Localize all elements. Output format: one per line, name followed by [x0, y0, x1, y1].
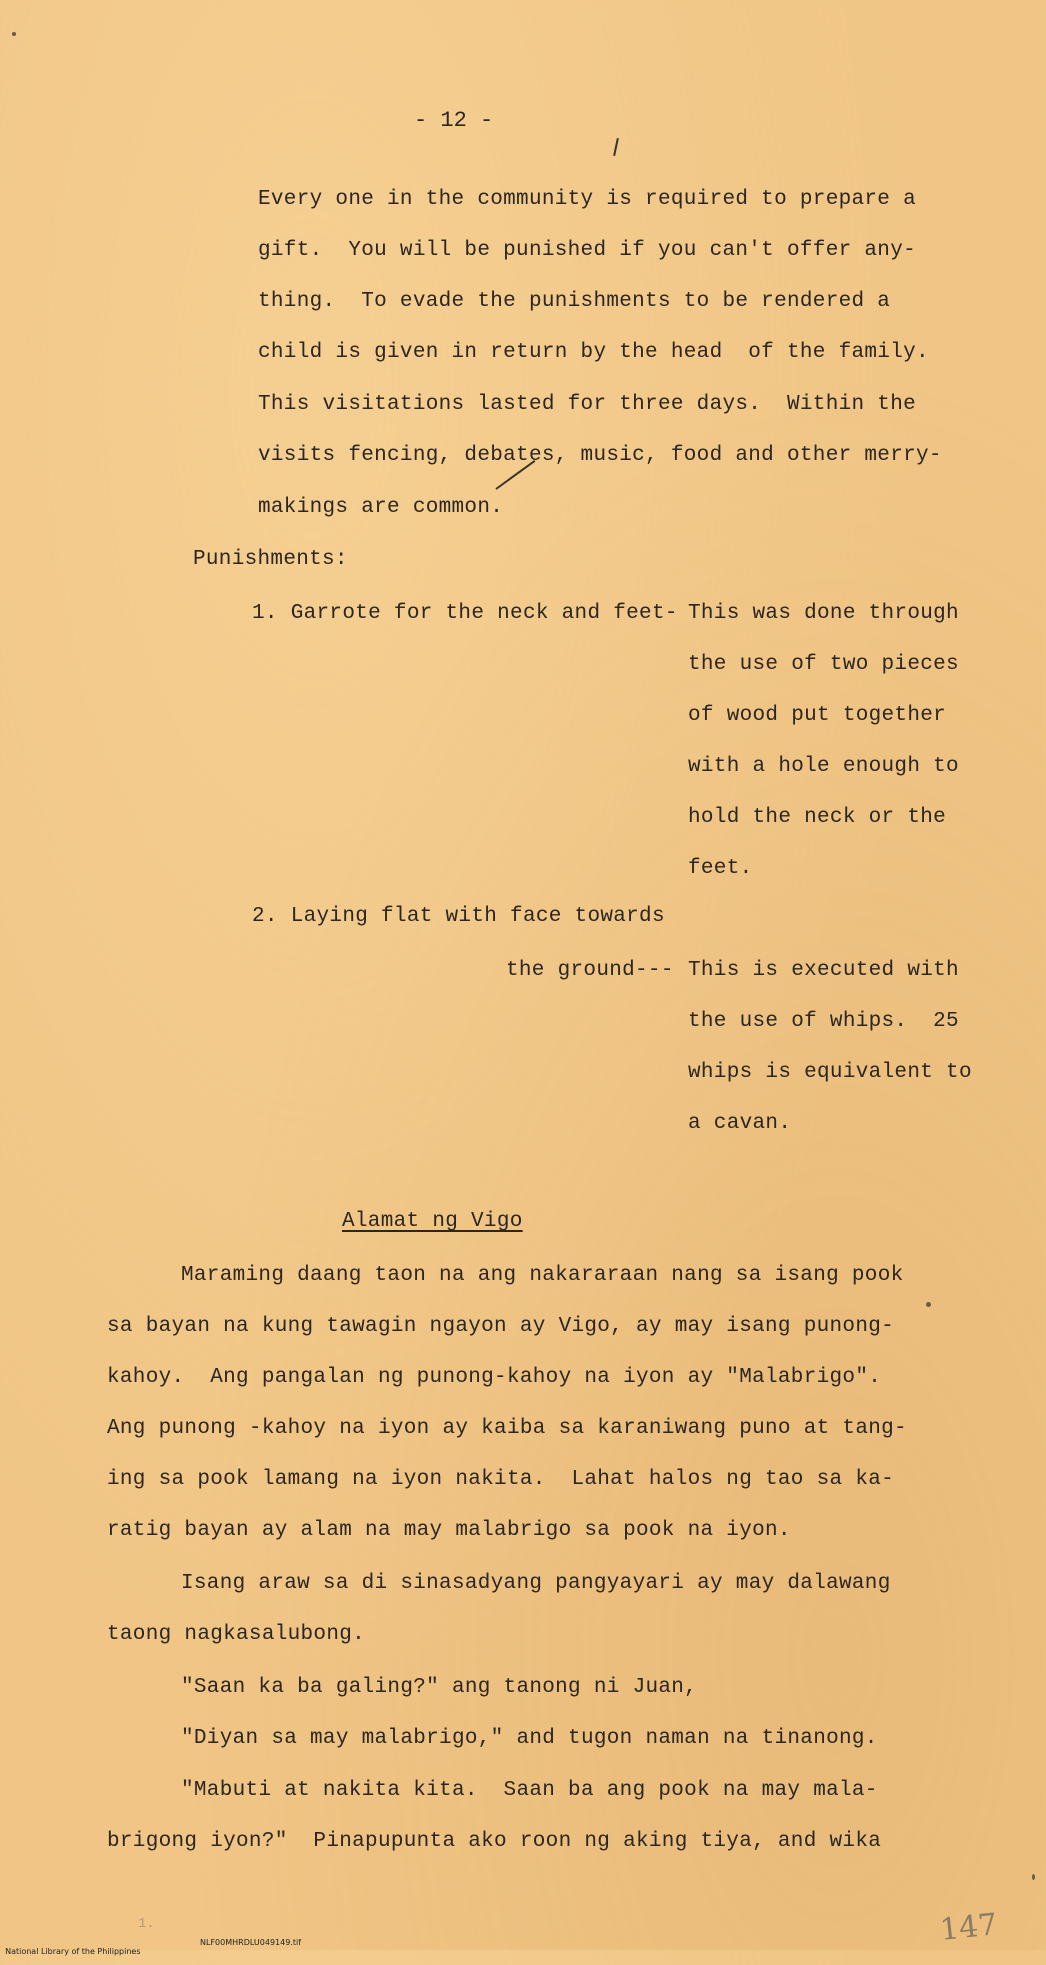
text-line: "Mabuti at nakita kita. Saan ba ang pook na may mala- — [181, 1779, 878, 1802]
text-line: kahoy. Ang pangalan ng punong-kahoy na iyon ay "Malabrigo". — [107, 1366, 882, 1389]
text-line: Every one in the community is required to prepare a — [258, 188, 917, 211]
text-line: gift. You will be punished if you can't offer any- — [258, 239, 917, 262]
library-name: National Library of the Philippines — [5, 1947, 141, 1956]
punishment-desc-line: feet. — [688, 857, 753, 880]
faint-stamp-text: 1. — [138, 1916, 155, 1932]
punishment-desc-line: the use of whips. 25 — [688, 1010, 959, 1033]
punishment-desc-line: with a hole enough to — [688, 755, 959, 778]
handwritten-page-number: 147 — [938, 1907, 999, 1948]
punishment-item-label: 1. Garrote for the neck and feet- — [252, 602, 678, 625]
file-id: NLF00MHRDLU049149.tif — [200, 1938, 302, 1947]
text-line: "Saan ka ba galing?" ang tanong ni Juan, — [181, 1676, 698, 1699]
punishment-desc-line: This is executed with — [688, 959, 959, 982]
section-heading: Punishments: — [193, 548, 348, 571]
paper-speck — [1032, 1874, 1035, 1880]
archive-footer — [0, 1938, 302, 1965]
text-line: ing sa pook lamang na iyon nakita. Lahat halos ng tao sa ka- — [107, 1468, 895, 1491]
text-line: sa bayan na kung tawagin ngayon ay Vigo, ay may isang punong- — [107, 1315, 895, 1338]
text-line: thing. To evade the punishments to be rendered a — [258, 290, 891, 313]
punishment-desc-line: the use of two pieces — [688, 653, 959, 676]
paper-speck — [926, 1302, 931, 1307]
punishment-desc-line: This was done through — [688, 602, 959, 625]
text-line: This visitations lasted for three days. Within the — [258, 393, 917, 416]
paper-speck — [12, 32, 16, 36]
text-line: "Diyan sa may malabrigo," and tugon naman na tinanong. — [181, 1727, 878, 1750]
text-line: Ang punong -kahoy na iyon ay kaiba sa karaniwang puno at tang- — [107, 1417, 907, 1440]
punishment-desc-line: of wood put together — [688, 704, 947, 727]
punishment-item-label: 2. Laying flat with face towards — [252, 905, 665, 928]
text-line: brigong iyon?" Pinapupunta ako roon ng aking tiya, and wika — [107, 1830, 882, 1853]
page-number: - 12 - — [414, 108, 494, 133]
text-line: child is given in return by the head of the family. — [258, 341, 929, 364]
pen-tick-mark — [613, 138, 619, 156]
text-line: makings are common. — [258, 496, 504, 519]
punishment-desc-line: hold the neck or the — [688, 806, 947, 829]
text-line: visits fencing, debates, music, food and other merry- — [258, 444, 942, 467]
punishment-desc-line: a cavan. — [688, 1112, 792, 1135]
punishment-item-label-cont: the ground--- — [506, 959, 674, 982]
text-line: Maraming daang taon na ang nakararaan nang sa isang pook — [181, 1264, 904, 1287]
text-line: ratig bayan ay alam na may malabrigo sa pook na iyon. — [107, 1519, 791, 1542]
text-line: taong nagkasalubong. — [107, 1623, 366, 1646]
story-title: Alamat ng Vigo — [342, 1210, 523, 1233]
text-line: Isang araw sa di sinasadyang pangyayari ay may dalawang — [181, 1572, 891, 1595]
punishment-desc-line: whips is equivalent to — [688, 1061, 972, 1084]
